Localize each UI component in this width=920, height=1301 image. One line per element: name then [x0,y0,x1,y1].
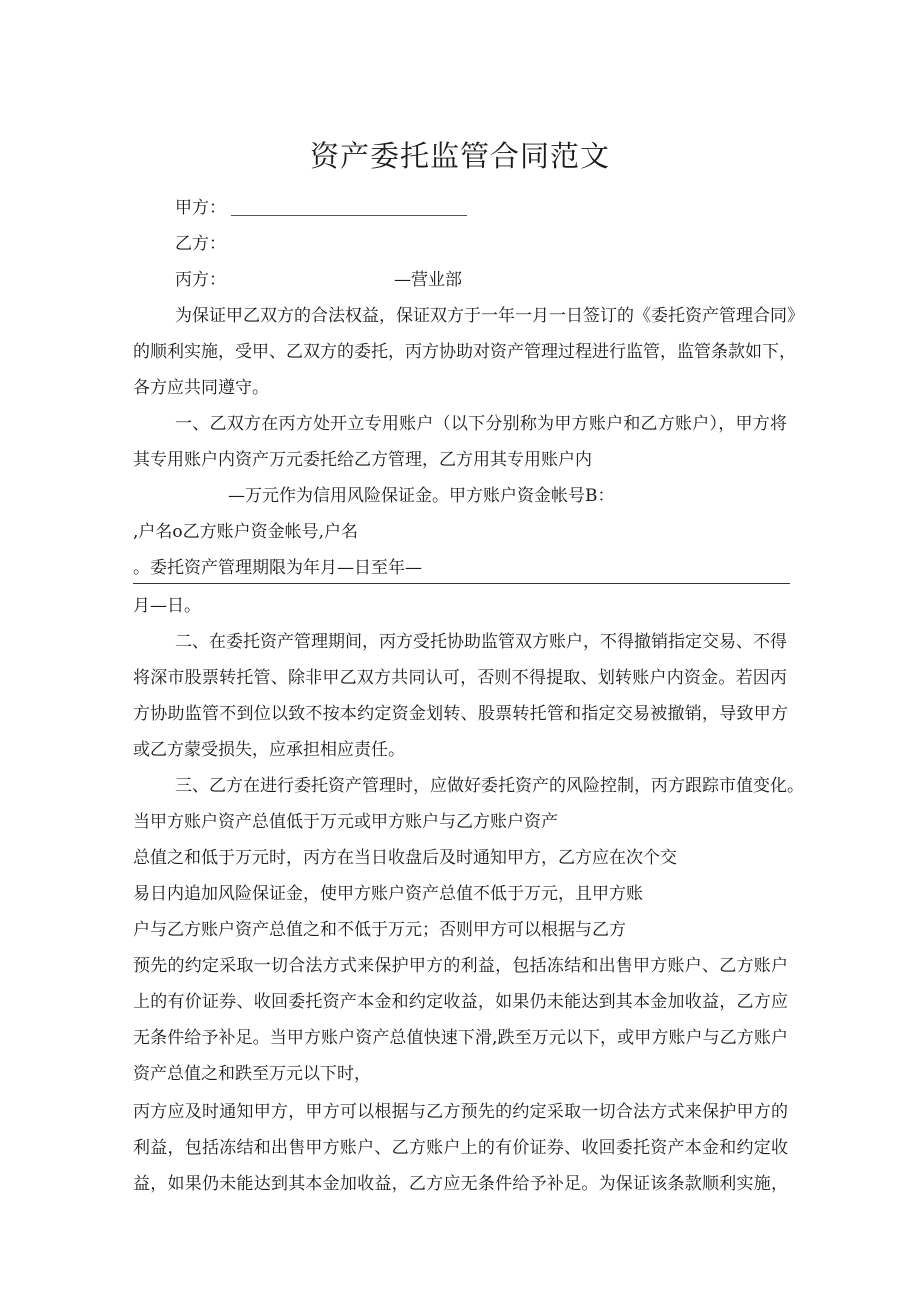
body-line: 为保证甲乙双方的合法权益，保证双方于一年一月一日签订的《委托资产管理合同》 [175,306,804,326]
body-line: 。委托资产管理期限为年月—日至年— [133,558,422,578]
body-line: 其专用账户内资产万元委托给乙方管理，乙方用其专用账户内 [133,450,592,470]
body-line: 的顺利实施，受甲、乙双方的委托，丙方协助对资产管理过程进行监管，监管条款如下， [133,342,796,362]
body-line: —万元作为信用风险保证金。甲方账户资金帐号B： [228,486,615,506]
body-line: 一、乙双方在丙方处开立专用账户（以下分别称为甲方账户和乙方账户），甲方将 [175,414,787,434]
body-line: 资产总值之和跌至万元以下时， [133,1064,371,1084]
body-line: 月—日。 [133,596,201,616]
body-line: 方协助监管不到位以致不按本约定资金划转、股票转托管和指定交易被撤销，导致甲方 [133,704,788,724]
body-line: 易日内追加风险保证金，使甲方账户资产总值不低于万元，且甲方账 [133,884,643,904]
body-line: 无条件给予补足。当甲方账户资产总值快速下滑,跌至万元以下，或甲方账户与乙方账户 [133,1028,788,1048]
body-line: 当甲方账户资产总值低于万元或甲方账户与乙方账户资产 [133,812,558,832]
party-c-label: 丙方： [175,270,226,290]
body-line: 上的有价证券、收回委托资产本金和约定收益，如果仍未能达到其本金加收益，乙方应 [133,992,788,1012]
body-line: 各方应共同遵守。 [133,378,269,398]
body-line: 三、乙方在进行委托资产管理时，应做好委托资产的风险控制，丙方跟踪市值变化。 [175,776,804,796]
body-line: 预先的约定采取一切合法方式来保护甲方的利益，包括冻结和出售甲方账户、乙方账户 [133,956,788,976]
horizontal-rule [133,583,790,584]
body-line: 丙方应及时通知甲方，甲方可以根据与乙方预先的约定采取一切合法方式来保护甲方的 [133,1102,788,1122]
body-line: 或乙方蒙受损失，应承担相应责任。 [133,740,405,760]
party-c-department: —营业部 [394,270,462,290]
party-a-label: 甲方： [175,198,226,218]
document-title: 资产委托监管合同范文 [309,139,610,173]
body-line: 户与乙方账户资产总值之和不低于万元；否则甲方可以根据与乙方 [133,920,626,940]
body-line: 总值之和低于万元时，丙方在当日收盘后及时通知甲方，乙方应在次个交 [133,848,677,868]
party-b-label: 乙方： [175,234,226,254]
party-a-blank [231,215,467,216]
body-line: 将深市股票转托管、除非甲乙双方共同认可，否则不得提取、划转账户内资金。若因丙 [133,668,787,688]
body-line: 二、在委托资产管理期间，丙方受托协助监管双方账户，不得撤销指定交易、不得 [175,632,787,652]
body-line: 益，如果仍未能达到其本金加收益，乙方应无条件给予补足。为保证该条款顺利实施， [133,1174,788,1194]
body-line: 利益，包括冻结和出售甲方账户、乙方账户上的有价证券、收回委托资产本金和约定收 [133,1138,788,1158]
body-line: ,户名o乙方账户资金帐号,户名 [133,522,359,542]
